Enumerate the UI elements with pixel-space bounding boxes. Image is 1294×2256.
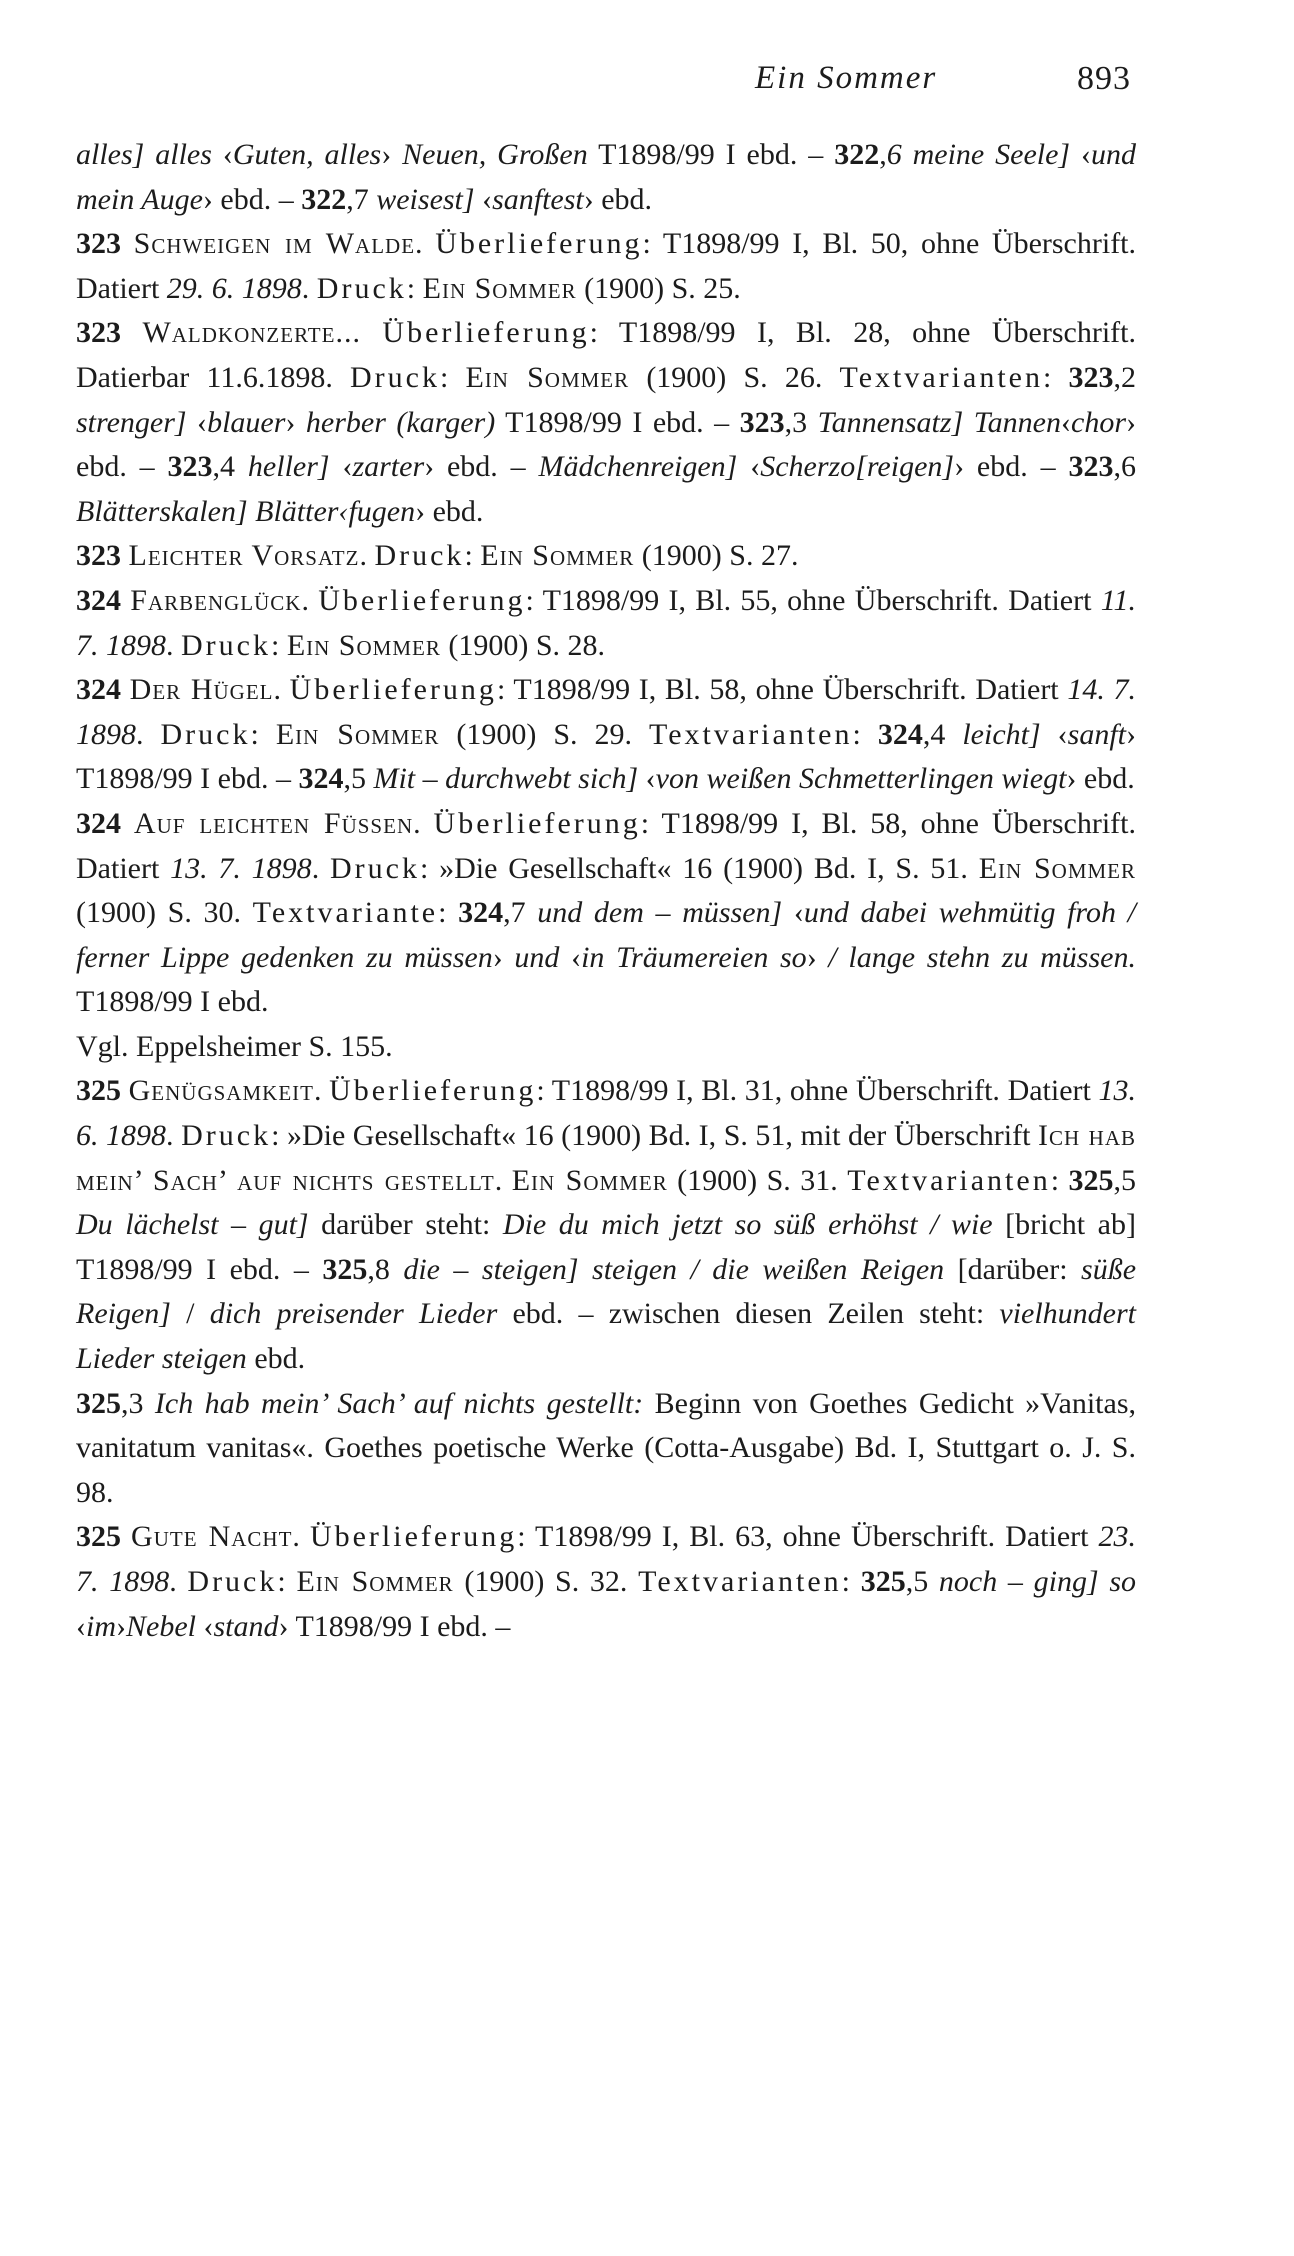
commentary-entry: [76, 1025, 1136, 1070]
text-run: darüber steht:: [308, 1208, 503, 1242]
commentary-entry: [76, 579, 1136, 668]
text-run: ›: [492, 940, 515, 974]
text-run: Überlieferung: [382, 316, 590, 350]
text-run: Ich hab mein’ Sach’ auf nichts gestellt:: [154, 1386, 644, 1420]
text-run: : T1898/99 I, Bl. 58, ohne Überschrift. Datiert: [496, 673, 1068, 707]
text-run: .: [494, 1163, 512, 1197]
text-run: ‹: [638, 762, 656, 796]
text-run: .: [169, 1565, 188, 1598]
text-run: [darüber:: [944, 1252, 1082, 1286]
text-run: und dabei wehmütig froh / ferner Lippe gedenken zu müssen: [76, 896, 1136, 974]
text-run: :: [438, 896, 459, 930]
text-run: 325: [76, 1074, 121, 1108]
text-run: Vgl. Eppelsheimer S. 155.: [76, 1029, 393, 1063]
text-run: 324: [76, 583, 121, 617]
text-run: :: [852, 717, 878, 751]
text-run: 324: [76, 806, 121, 840]
text-run: Überlieferung: [433, 806, 641, 840]
text-run: [121, 807, 134, 840]
text-run: Schweigen im Walde: [133, 227, 416, 261]
text-run: 325: [860, 1565, 906, 1598]
text-run: Ein Sommer: [422, 271, 577, 305]
commentary-entry: [76, 668, 1136, 802]
text-run: 325: [1068, 1163, 1114, 1197]
text-run: (1900) S. 32.: [453, 1565, 639, 1598]
text-run: ,: [879, 138, 887, 171]
text-run: (1900) S. 29.: [439, 717, 649, 751]
text-run: Textvarianten: [638, 1565, 842, 1598]
text-run: Textvarianten: [839, 360, 1043, 394]
text-run: [579, 1253, 592, 1286]
text-run: 325: [76, 1520, 121, 1554]
text-run: ,3: [121, 1386, 155, 1420]
commentary-entry: [76, 133, 1136, 222]
page-number: 893: [1077, 60, 1131, 97]
commentary-entry: [76, 1069, 1136, 1381]
text-run: die – steigen]: [403, 1252, 579, 1286]
running-head-title: Ein Sommer: [755, 60, 938, 96]
text-run: 324: [298, 762, 344, 796]
text-run: ›: [806, 940, 829, 974]
text-run: 13. 7. 1898: [170, 851, 312, 885]
text-run: (1900) S. 26.: [629, 360, 840, 394]
text-run: Druck: [160, 717, 251, 751]
text-run: ‹: [559, 940, 582, 974]
text-run: : »Die Gesellschaft« 16 (1900) Bd. I, S. 51.: [419, 851, 979, 885]
text-run: .: [301, 271, 317, 305]
text-run: ,5: [1113, 1163, 1137, 1197]
text-run: ‹: [737, 450, 761, 484]
text-run: : T1898/99 I, Bl. 63, ohne Überschrift. Datiert: [517, 1520, 1099, 1554]
text-run: / lange stehn zu müssen.: [828, 940, 1136, 974]
text-run: noch – ging]: [938, 1565, 1099, 1598]
text-run: [963, 406, 974, 439]
text-run: .: [273, 673, 290, 707]
text-run: ,5: [905, 1565, 939, 1598]
text-run: [121, 539, 129, 572]
text-run: [121, 227, 134, 260]
text-run: [121, 1520, 131, 1553]
text-run: ‹: [186, 405, 208, 439]
text-run: Blätter‹fugen: [255, 494, 416, 528]
text-run: :: [270, 628, 287, 662]
text-run: heller]: [247, 450, 330, 484]
text-run: Genügsamkeit: [128, 1074, 314, 1108]
text-run: /: [170, 1297, 210, 1331]
text-run: .: [136, 717, 161, 751]
text-run: Die du mich jetzt so süß erhöhst / wie: [502, 1208, 993, 1242]
text-run: .: [313, 1074, 330, 1108]
text-run: ebd.: [246, 1342, 306, 1376]
text-run: Ein Sommer: [465, 360, 630, 394]
text-run: (1900) S. 31.: [667, 1163, 848, 1197]
commentary-entry: [76, 1515, 1136, 1649]
text-run: Mit – durchwebt sich]: [373, 762, 639, 796]
text-run: Überlieferung: [289, 673, 497, 707]
text-run: Druck: [181, 1119, 272, 1153]
text-run: › ebd. –: [202, 182, 302, 216]
text-run: ,4: [922, 717, 963, 751]
text-run: › ebd.: [415, 494, 484, 528]
text-run: (1900) S. 27.: [634, 539, 799, 573]
text-run: 324: [458, 896, 504, 930]
text-run: 323: [739, 405, 785, 439]
text-run: 14. 7. 1898: [76, 673, 1136, 751]
text-run: [bricht ab] T1898/99 I ebd. –: [76, 1208, 1136, 1286]
text-run: T1898/99 I ebd. –: [495, 405, 740, 439]
text-run: süße Reigen]: [76, 1252, 1137, 1331]
text-run: [121, 584, 130, 617]
commentary-entry: [76, 1382, 1136, 1516]
text-run: Überlieferung: [309, 1520, 518, 1554]
running-head: [0, 52, 1294, 112]
text-run: weisest]: [376, 182, 475, 216]
text-run: 6 meine Seele]: [886, 138, 1071, 171]
text-run: Blätterskalen]: [76, 494, 248, 528]
text-run: Textvarianten: [847, 1163, 1051, 1197]
text-run: : T1898/99 I, Bl. 55, ohne Überschrift. Datiert: [525, 583, 1101, 617]
text-run: ,8: [367, 1252, 404, 1286]
text-run: › ebd. –: [424, 450, 539, 484]
commentary-entry: [76, 222, 1136, 311]
text-run: ›: [285, 405, 306, 439]
text-run: :: [277, 1565, 297, 1598]
text-run: (1900) S. 30.: [76, 896, 253, 930]
text-run: :: [1042, 360, 1069, 394]
text-run: ‹: [1061, 405, 1071, 439]
text-run: leicht]: [962, 717, 1041, 751]
text-run: ,2: [1113, 360, 1136, 394]
text-run: .: [301, 583, 319, 617]
text-run: Scherzo[reigen]: [760, 450, 955, 484]
text-run: 29. 6. 1898: [166, 271, 302, 305]
text-run: › ebd.: [1066, 762, 1135, 796]
text-run: : T1898/99 I, Bl. 31, ohne Überschrift. Datiert: [536, 1074, 1099, 1108]
text-run: :: [841, 1565, 861, 1598]
text-run: :: [250, 717, 276, 751]
text-run: › ebd. –: [76, 405, 1136, 484]
text-run: 322: [834, 138, 880, 171]
text-run: im: [86, 1609, 116, 1643]
text-run: Textvariante: [252, 896, 439, 930]
text-run: von weißen Schmetterlingen wiegt: [655, 762, 1067, 796]
text-run: sanft: [1067, 717, 1127, 751]
text-run: Neuen, Großen: [402, 138, 588, 171]
commentary-text: [76, 133, 1136, 1649]
text-run: 323: [1068, 360, 1114, 394]
text-run: › ebd. –: [954, 450, 1069, 484]
text-run: chor: [1071, 405, 1126, 439]
text-run: 23. 7. 1898: [76, 1520, 1137, 1598]
text-run: Druck: [187, 1565, 278, 1598]
text-run: [121, 316, 142, 349]
text-run: Mädchenreigen]: [538, 450, 738, 484]
text-run: sanftest: [492, 182, 584, 216]
text-run: 324: [76, 673, 121, 707]
text-run: .: [166, 628, 181, 662]
text-run: 323: [167, 450, 213, 484]
text-run: Druck: [349, 360, 440, 394]
text-run: Ein Sommer: [296, 1565, 454, 1598]
commentary-entry: [76, 311, 1136, 534]
text-run: ,7: [346, 182, 377, 216]
text-run: Ein Sommer: [275, 717, 440, 751]
text-run: Tannen: [973, 405, 1061, 439]
text-run: ›: [381, 138, 403, 171]
text-run: ,3: [784, 405, 818, 439]
text-run: .: [292, 1520, 310, 1554]
text-run: 322: [301, 182, 347, 216]
text-run: : T1898/99 I, Bl. 28, ohne Überschrift. Datierbar 11.6.1898.: [76, 316, 1136, 394]
text-run: : T1898/99 I, Bl. 50, ohne Überschrift. Datiert: [76, 227, 1137, 305]
text-run: ,5: [343, 762, 374, 796]
text-run: › ebd.: [583, 182, 653, 216]
text-run: 324: [877, 717, 923, 751]
text-run: ‹: [76, 1609, 86, 1643]
text-run: steigen / die weißen Reigen: [592, 1252, 945, 1286]
text-run: Ein Sommer: [511, 1163, 668, 1197]
text-run: Druck: [181, 628, 271, 662]
text-run: 323: [76, 539, 121, 573]
text-run: Farbenglück: [130, 583, 302, 617]
text-run: .: [413, 806, 434, 840]
text-run: :: [439, 360, 466, 394]
text-run: (1900) S. 28.: [440, 628, 606, 662]
text-run: .: [166, 1119, 182, 1153]
text-run: › T1898/99 I ebd. –: [278, 1609, 511, 1643]
text-run: strenger]: [76, 405, 187, 439]
text-run: T1898/99 I ebd. –: [587, 138, 835, 171]
text-run: alles: [155, 138, 212, 171]
text-run: : »Die Gesellschaft« 16 (1900) Bd. I, S. 51, mit der Überschrift: [271, 1119, 1038, 1153]
text-run: ‹: [474, 182, 493, 216]
text-run: Überlieferung: [435, 227, 643, 261]
text-run: ,7: [503, 896, 538, 930]
text-run: [1099, 1565, 1110, 1598]
text-run: 323: [76, 227, 121, 261]
text-run: 13. 6. 1898: [76, 1074, 1136, 1153]
text-run: 323: [76, 316, 121, 350]
text-run: ,6: [1113, 450, 1136, 484]
text-run: und mein Auge: [76, 138, 1136, 216]
text-run: so: [1109, 1565, 1137, 1598]
text-run: vielhundert Lieder steigen: [76, 1297, 1137, 1376]
text-run: Ich hab mein’ Sach’ auf nichts gestellt: [76, 1119, 1137, 1197]
text-run: Überlieferung: [318, 583, 526, 617]
text-run: Auf leichten Füssen: [133, 806, 414, 840]
text-run: Ein Sommer: [978, 851, 1137, 885]
text-run: ‹: [782, 896, 804, 930]
text-run: ‹: [195, 1609, 214, 1643]
text-run: .: [359, 539, 375, 573]
text-run: ,4: [212, 450, 248, 484]
text-run: alles]: [76, 138, 145, 171]
text-run: [121, 673, 130, 706]
text-run: .: [415, 227, 436, 261]
text-run: ‹: [1070, 138, 1091, 171]
text-run: stand: [213, 1609, 279, 1643]
text-run: Ein Sommer: [286, 628, 441, 662]
text-run: Textvarianten: [649, 717, 853, 751]
text-run: Der Hügel: [129, 673, 274, 707]
text-run: [121, 1074, 129, 1107]
text-run: Leichter Vorsatz: [128, 539, 360, 573]
text-run: 11. 7. 1898: [76, 583, 1137, 662]
text-run: ‹: [1040, 717, 1068, 751]
text-run: › T1898/99 I ebd. –: [76, 717, 1137, 796]
text-run: (1900) S. 25.: [576, 271, 741, 305]
text-run: blauer: [207, 405, 286, 439]
text-run: Druck: [329, 851, 420, 885]
text-run: :: [1050, 1163, 1069, 1197]
text-run: 325: [76, 1386, 121, 1420]
commentary-entry: [76, 534, 1136, 579]
text-run: Du lächelst – gut]: [76, 1208, 309, 1242]
text-run: in Träumereien so: [581, 940, 807, 974]
text-run: und: [514, 940, 560, 974]
text-run: Waldkonzerte...: [142, 316, 361, 350]
text-run: : T1898/99 I, Bl. 58, ohne Überschrift. Datiert: [76, 806, 1137, 885]
text-run: dich preisender Lieder: [209, 1297, 498, 1331]
commentary-entry: [76, 802, 1136, 1025]
text-run: :: [406, 271, 423, 305]
text-run: und dem – müssen]: [537, 896, 783, 930]
text-run: .: [311, 851, 330, 885]
text-run: ›: [116, 1609, 126, 1643]
text-run: Guten, alles: [232, 138, 382, 171]
text-run: Druck: [374, 539, 465, 573]
text-run: T1898/99 I ebd.: [76, 985, 269, 1019]
text-run: Gute Nacht: [131, 1520, 293, 1554]
text-run: Überlieferung: [329, 1074, 537, 1108]
text-run: ‹: [329, 450, 353, 484]
text-run: herber (karger): [305, 405, 496, 439]
text-run: ebd. – zwischen diesen Zeilen steht:: [497, 1297, 1000, 1331]
text-run: Nebel: [126, 1609, 196, 1643]
text-run: 323: [1068, 450, 1114, 484]
text-run: zarter: [352, 450, 425, 484]
text-run: Tannensatz]: [817, 405, 964, 439]
text-run: 325: [322, 1252, 368, 1286]
text-run: Ein Sommer: [480, 539, 635, 573]
text-run: [361, 316, 382, 349]
text-run: [144, 138, 155, 171]
text-run: Beginn von Goethes Gedicht »Vanitas, vanitatum vanitas«. Goethes poetische Werke (Cotta-Ausgabe) Bd. I, Stuttgart o. J. S. 98.: [76, 1386, 1136, 1509]
text-run: ‹: [211, 138, 233, 171]
text-run: :: [464, 539, 481, 573]
text-run: Druck: [316, 271, 407, 305]
